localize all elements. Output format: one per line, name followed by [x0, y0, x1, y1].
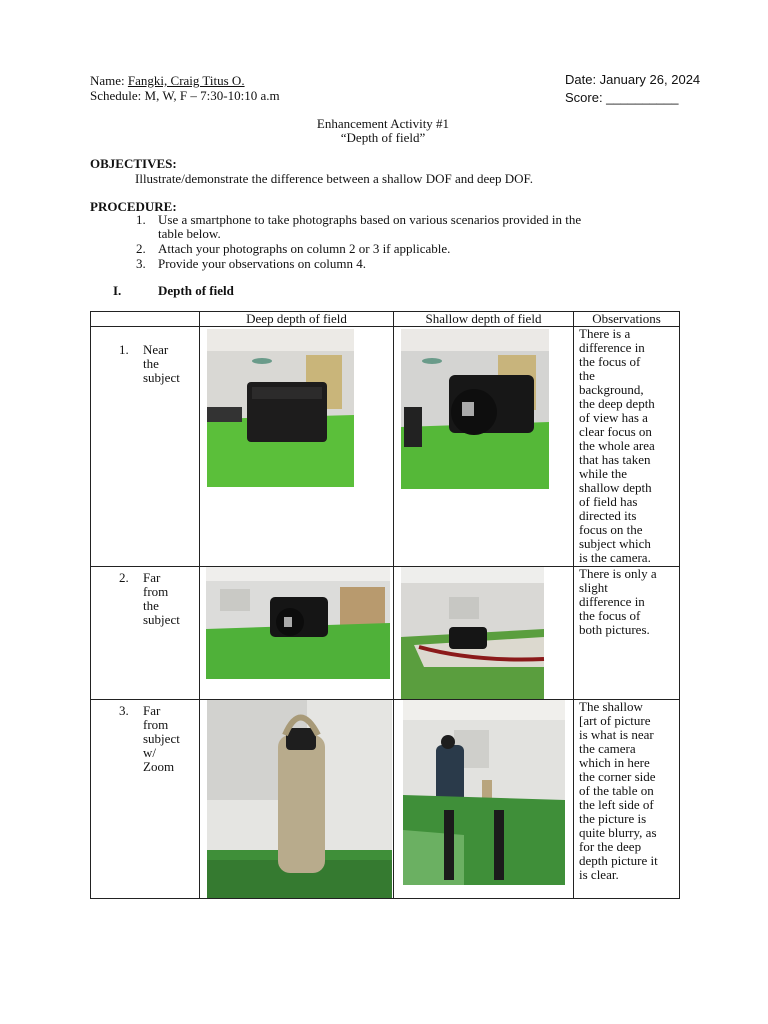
- shallow-photo-cell: [394, 327, 574, 567]
- row-label-text: Far: [143, 703, 161, 718]
- section-title: Depth of field: [158, 283, 234, 298]
- photo-camera-far-deep: [200, 567, 393, 699]
- schedule: Schedule: M, W, F – 7:30-10:10 a.m: [90, 88, 280, 103]
- observation-line: quite blurry, as: [579, 825, 657, 840]
- observation-line: the corner side: [579, 769, 656, 784]
- observation-line: which in here: [579, 755, 650, 770]
- observation-cell: [574, 567, 680, 700]
- observation-line: slight: [579, 580, 608, 595]
- row-label: [91, 700, 200, 899]
- observation-line: the: [579, 368, 595, 383]
- table-row: [91, 700, 680, 899]
- step-text: Provide your observations on column 4.: [158, 256, 366, 271]
- step-number: 3.: [136, 256, 146, 271]
- row-label-text: from: [143, 584, 169, 599]
- observation-line: of view has a: [579, 410, 648, 425]
- row-label-text: the: [143, 356, 159, 371]
- observation-line: clear focus on: [579, 424, 652, 439]
- deep-photo-cell: [200, 567, 394, 700]
- procedure-step: [136, 257, 676, 271]
- observation-line: of the table on: [579, 783, 654, 798]
- observation-line: the camera: [579, 741, 636, 756]
- observation-line: background,: [579, 382, 644, 397]
- observation-line: subject which: [579, 536, 651, 551]
- header-observations: Observations: [574, 312, 680, 327]
- observation-cell: [574, 327, 680, 567]
- row-label-text: Zoom: [143, 759, 175, 774]
- observation-line: is clear.: [579, 867, 619, 882]
- row-number: 1.: [119, 342, 129, 357]
- observation-line: the focus of: [579, 354, 641, 369]
- name-value: Fangki, Craig Titus O.: [127, 73, 245, 88]
- header-deep: Deep depth of field: [200, 312, 394, 327]
- observation-line: There is only a: [579, 566, 657, 581]
- observation-line: focus on the: [579, 522, 643, 537]
- row-label: [91, 567, 200, 700]
- procedure-list: [136, 213, 676, 272]
- row-label-text: the: [143, 598, 159, 613]
- objectives-text: Illustrate/demonstrate the difference between a shallow DOF and deep DOF.: [135, 171, 533, 186]
- score: Score: __________: [565, 90, 679, 105]
- procedure-step: [136, 242, 676, 256]
- observation-cell: [574, 700, 680, 899]
- date: Date: January 26, 2024: [565, 72, 701, 87]
- photo-bottle-deep: [200, 700, 393, 898]
- observation-line: for the deep: [579, 839, 642, 854]
- step-text-cont: table below.: [158, 226, 221, 241]
- row-number: 3.: [119, 703, 129, 718]
- deep-photo-cell: [200, 700, 394, 899]
- observation-line: is what is near: [579, 727, 654, 742]
- row-label-text: Near: [143, 342, 169, 357]
- observation-line: the left side of: [579, 797, 654, 812]
- dof-table: [90, 311, 680, 899]
- observation-line: depth picture it: [579, 853, 658, 868]
- activity-title: Enhancement Activity #1: [316, 116, 450, 131]
- observation-line: difference in: [579, 594, 645, 609]
- observation-line: that has taken: [579, 452, 651, 467]
- step-number: 2.: [136, 241, 146, 256]
- photo-camera-shallow: [394, 327, 573, 566]
- observation-line: the whole area: [579, 438, 655, 453]
- row-label-text: subject: [143, 370, 180, 385]
- deep-photo-cell: [200, 327, 394, 567]
- row-label-text: w/: [143, 745, 156, 760]
- name-label: Name:: [90, 73, 128, 88]
- observation-line: is the camera.: [579, 550, 651, 565]
- observation-line: the focus of: [579, 608, 641, 623]
- step-text: Attach your photographs on column 2 or 3 if applicable.: [158, 241, 451, 256]
- photo-camera-far-shallow: [394, 567, 573, 699]
- row-label-text: subject: [143, 731, 180, 746]
- observation-line: [art of picture: [579, 713, 651, 728]
- observation-line: directed its: [579, 508, 637, 523]
- observation-line: There is a: [579, 326, 631, 341]
- row-label-text: from: [143, 717, 169, 732]
- activity-subtitle: “Depth of field”: [340, 130, 426, 145]
- table-row: [91, 327, 680, 567]
- row-label-text: Far: [143, 570, 161, 585]
- row-label: [91, 327, 200, 567]
- observation-line: of field has: [579, 494, 638, 509]
- objectives-heading: OBJECTIVES:: [90, 156, 177, 171]
- observation-line: The shallow: [579, 699, 643, 714]
- observation-line: the picture is: [579, 811, 647, 826]
- photo-room-shallow: [394, 700, 573, 898]
- observation-line: shallow depth: [579, 480, 652, 495]
- observation-line: while the: [579, 466, 628, 481]
- section-number: I.: [113, 283, 122, 298]
- observation-line: both pictures.: [579, 622, 650, 637]
- observation-line: difference in: [579, 340, 645, 355]
- row-number: 2.: [119, 570, 129, 585]
- procedure-heading: PROCEDURE:: [90, 199, 177, 214]
- step-number: 1.: [136, 212, 146, 227]
- table-header-row: [91, 312, 680, 327]
- header-shallow: Shallow depth of field: [394, 312, 574, 327]
- row-label-text: subject: [143, 612, 180, 627]
- header-blank: [91, 312, 200, 327]
- table-row: [91, 567, 680, 700]
- photo-bag-deep: [200, 327, 393, 566]
- procedure-step: [136, 213, 676, 241]
- observation-line: the deep depth: [579, 396, 655, 411]
- step-text: Use a smartphone to take photographs based on various scenarios provided in the: [158, 212, 582, 227]
- shallow-photo-cell: [394, 700, 574, 899]
- shallow-photo-cell: [394, 567, 574, 700]
